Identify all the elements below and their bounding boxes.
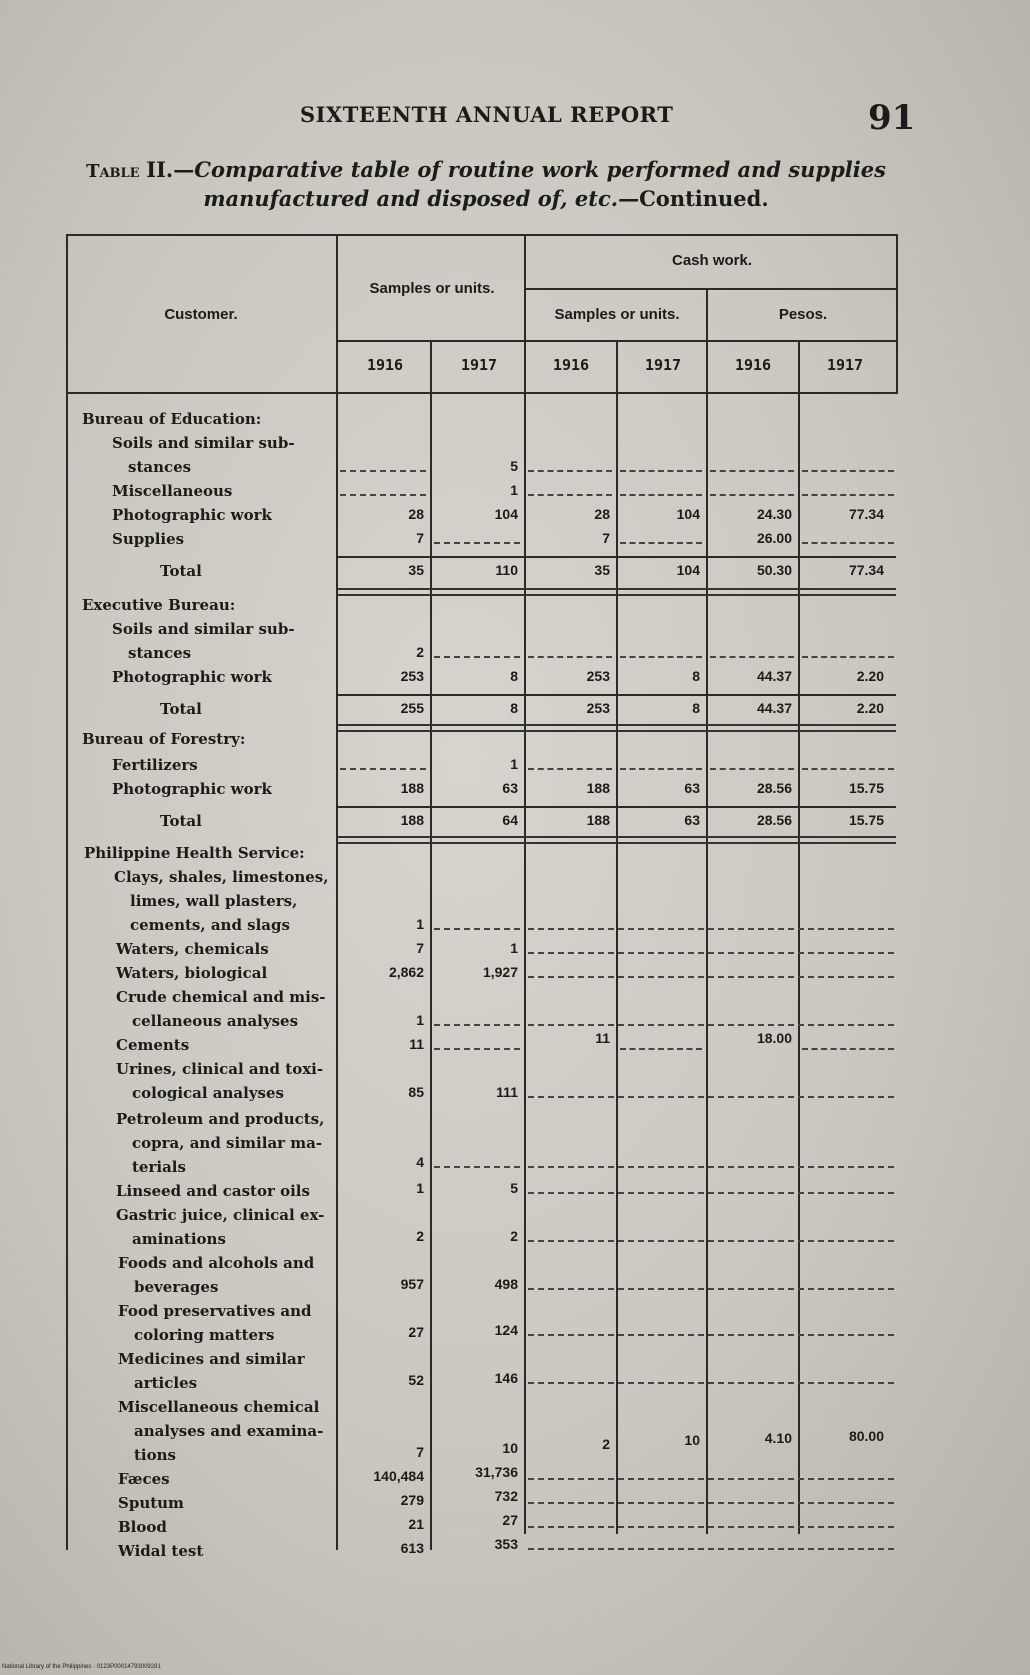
cell-1916: 188 [400,780,424,796]
leader-line [528,1548,894,1550]
row-label: Total [160,562,202,580]
row-label: aminations [132,1230,226,1248]
caption-continued: Continued. [639,186,769,211]
cell-1916: 1 [416,1180,424,1196]
leader-line [620,542,702,544]
cell-1917: 110 [495,562,518,578]
leader-line [802,1048,894,1050]
cell-1917: 1,927 [482,964,518,980]
cash-subheader-rule [526,288,896,290]
cell-1917: 1 [510,756,518,772]
cell-pesos-1916: 28.56 [756,812,792,828]
cell-pesos-1916: 44.37 [756,700,792,716]
cell-cash-1916: 2 [602,1436,610,1452]
leader-line [528,470,612,472]
row-label: Linseed and castor oils [116,1182,310,1200]
header-cash-samples: Samples or units. [554,306,680,323]
cell-1917: 64 [502,812,518,828]
leader-line [528,494,612,496]
leader-line [434,542,520,544]
row-label: coloring matters [134,1326,275,1344]
cell-1917: 353 [494,1536,518,1552]
cell-pesos-1916: 4.10 [764,1430,792,1446]
cell-1916: 188 [400,812,424,828]
row-label: Photographic work [112,506,272,524]
leader-line [528,1502,894,1504]
row-label: analyses and examina- [134,1422,324,1440]
row-label: Photographic work [112,668,272,686]
col-rule-5 [706,288,708,1534]
cell-1917: 8 [510,700,518,716]
cell-1917: 498 [494,1276,518,1292]
leader-line [802,768,894,770]
cell-cash-1916: 253 [586,668,610,684]
header-pesos: Pesos. [778,306,828,323]
leader-line [802,656,894,658]
row-label: cements, and slags [130,916,290,934]
leader-line [340,768,426,770]
cell-1916: 7 [416,940,424,956]
row-label: Soils and similar sub- [112,620,295,638]
leader-line [710,470,794,472]
row-label: Blood [118,1518,167,1536]
cell-1916: 1 [416,1012,424,1028]
row-label: Cements [116,1036,190,1054]
leader-line [340,494,426,496]
header-bottom-rule [66,392,898,394]
row-label: Foods and alcohols and [118,1254,315,1272]
year-header: 1917 [826,356,864,374]
leader-line [434,1166,520,1168]
year-header: 1917 [460,356,498,374]
cell-pesos-1917: 15.75 [848,780,884,796]
leader-line [528,1192,894,1194]
row-label: Total [160,812,202,830]
leader-line [434,656,520,658]
leader-line [434,928,520,930]
cell-1916: 11 [409,1036,424,1052]
header-customer: Customer. [164,306,238,323]
leader-line [528,1526,894,1528]
cell-1916: 2 [416,644,424,660]
caption-text: Comparative table of routine work performed and supplies manufactured and disposed of, etc.— [194,157,886,211]
leader-line [802,494,894,496]
table-top-border [66,234,898,236]
cell-1917: 1 [510,940,518,956]
row-label: copra, and similar ma- [132,1134,323,1152]
row-label: Gastric juice, clinical ex- [116,1206,325,1224]
row-label: articles [134,1374,198,1392]
leader-line [802,542,894,544]
header-samples: Samples or units. [369,280,495,297]
cell-cash-1917: 63 [684,812,700,828]
leader-line [528,1240,894,1242]
cell-1916: 28 [408,506,424,522]
cell-pesos-1917: 2.20 [856,700,884,716]
leader-line [434,1024,520,1026]
section-double-rule [336,836,896,844]
cell-1917: 27 [502,1512,518,1528]
cell-1916: 2,862 [388,964,424,980]
total-rule [336,556,896,558]
cell-1917: 124 [494,1322,518,1338]
cell-1917: 104 [494,506,518,522]
cell-cash-1916: 253 [586,700,610,716]
cell-1916: 957 [400,1276,424,1292]
col-rule-2 [430,342,432,1550]
cell-1917: 111 [496,1084,518,1100]
cell-1917: 8 [510,668,518,684]
cell-1916: 140,484 [373,1468,424,1484]
row-label: limes, wall plasters, [130,892,298,910]
row-label: beverages [134,1278,219,1296]
leader-line [710,768,794,770]
cell-1917: 2 [510,1228,518,1244]
cell-cash-1916: 188 [586,812,610,828]
cell-1916: 613 [400,1540,424,1556]
row-label: Medicines and similar [118,1350,305,1368]
leader-line [434,1048,520,1050]
section-heading: Philippine Health Service: [84,844,305,862]
cell-cash-1917: 8 [692,700,700,716]
cell-1917: 5 [510,1180,518,1196]
year-header: 1916 [552,356,590,374]
leader-line [528,656,612,658]
row-label: Widal test [118,1542,204,1560]
page-number: 91 [868,98,916,138]
leader-line [528,1288,894,1290]
leader-line [528,1024,894,1026]
row-label: Miscellaneous [112,482,233,500]
cell-pesos-1917: 77.34 [848,506,884,522]
year-header: 1916 [366,356,404,374]
cell-cash-1917: 8 [692,668,700,684]
leader-line [620,768,702,770]
cell-1917: 5 [510,458,518,474]
leader-line [528,1166,894,1168]
cell-1917: 63 [502,780,518,796]
leader-line [620,1048,702,1050]
cell-1916: 85 [408,1084,424,1100]
cell-pesos-1916: 26.00 [756,530,792,546]
cell-1916: 7 [416,530,424,546]
leader-line [802,470,894,472]
leader-line [528,1096,894,1098]
row-label: Miscellaneous chemical [118,1398,320,1416]
row-label: cellaneous analyses [132,1012,299,1030]
cell-pesos-1917: 2.20 [856,668,884,684]
cell-1916: 1 [416,916,424,932]
cell-cash-1916: 28 [594,506,610,522]
cell-1916: 4 [416,1154,424,1170]
row-label: Food preservatives and [118,1302,312,1320]
footer-credit: National Library of the Philippines · 0123P00014793009281 [2,1664,161,1670]
row-label: stances [128,458,192,476]
cell-pesos-1916: 18.00 [756,1030,792,1046]
table-caption [66,156,906,213]
leader-line [528,1478,894,1480]
cell-cash-1917: 10 [684,1432,700,1448]
cell-1917: 732 [494,1488,518,1504]
section-heading: Executive Bureau: [82,596,236,614]
row-label: Urines, clinical and toxi- [116,1060,324,1078]
leader-line [528,1334,894,1336]
leader-line [620,494,702,496]
row-label: Clays, shales, limestones, [114,868,329,886]
cell-pesos-1916: 44.37 [756,668,792,684]
cell-pesos-1916: 28.56 [756,780,792,796]
cell-pesos-1916: 50.30 [756,562,792,578]
year-header: 1916 [734,356,772,374]
leader-line [710,656,794,658]
cell-cash-1916: 188 [586,780,610,796]
row-label: Total [160,700,202,718]
row-label: tions [134,1446,176,1464]
cell-1916: 255 [400,700,424,716]
cell-pesos-1917: 80.00 [848,1428,884,1444]
cell-1916: 253 [400,668,424,684]
cell-cash-1917: 63 [684,780,700,796]
row-label: stances [128,644,192,662]
leader-line [528,768,612,770]
cell-1916: 27 [408,1324,424,1340]
leader-line [340,470,426,472]
row-label: Fæces [118,1470,170,1488]
total-rule [336,806,896,808]
leader-line [620,656,702,658]
cell-1917: 10 [502,1440,518,1456]
total-rule [336,694,896,696]
cell-pesos-1917: 77.34 [848,562,884,578]
row-label: Soils and similar sub- [112,434,295,452]
row-label: terials [132,1158,186,1176]
row-label: Photographic work [112,780,272,798]
cell-pesos-1916: 24.30 [756,506,792,522]
year-header: 1917 [644,356,682,374]
cell-cash-1917: 104 [676,562,700,578]
row-label: Crude chemical and mis- [116,988,326,1006]
leader-line [528,1382,894,1384]
cell-cash-1916: 7 [602,530,610,546]
cell-1916: 7 [416,1444,424,1460]
leader-line [620,470,702,472]
row-label: Petroleum and products, [116,1110,325,1128]
row-label: Supplies [112,530,185,548]
table-left-border [66,234,68,1550]
leader-line [528,952,894,954]
section-double-rule [336,588,896,596]
cell-cash-1916: 11 [595,1030,610,1046]
row-label: Fertilizers [112,756,198,774]
section-heading: Bureau of Forestry: [82,730,246,748]
col-rule-4 [616,342,618,1534]
cell-1917: 1 [510,482,518,498]
cell-cash-1916: 35 [594,562,610,578]
running-header: SIXTEENTH ANNUAL REPORT [300,102,674,127]
cell-1916: 279 [400,1492,424,1508]
col-rule-3 [524,234,526,1534]
row-label: cological analyses [132,1084,284,1102]
cell-cash-1917: 104 [676,506,700,522]
table-right-border [896,234,898,394]
leader-line [528,928,894,930]
caption-number: II.— [146,157,195,182]
cell-1917: 31,736 [475,1464,518,1480]
cell-1916: 2 [416,1228,424,1244]
cell-1916: 52 [408,1372,424,1388]
section-heading: Bureau of Education: [82,410,262,428]
cell-pesos-1917: 15.75 [848,812,884,828]
caption-label: Table [86,161,140,182]
header-cash-work: Cash work. [671,252,753,269]
leader-line [528,976,894,978]
cell-1916: 35 [408,562,424,578]
row-label: Sputum [118,1494,184,1512]
cell-1916: 21 [408,1516,424,1532]
col-rule-1 [336,234,338,1550]
col-rule-6 [798,342,800,1534]
row-label: Waters, chemicals [116,940,269,958]
cell-1917: 146 [494,1370,518,1386]
section-double-rule [336,724,896,732]
row-label: Waters, biological [116,964,268,982]
leader-line [710,494,794,496]
